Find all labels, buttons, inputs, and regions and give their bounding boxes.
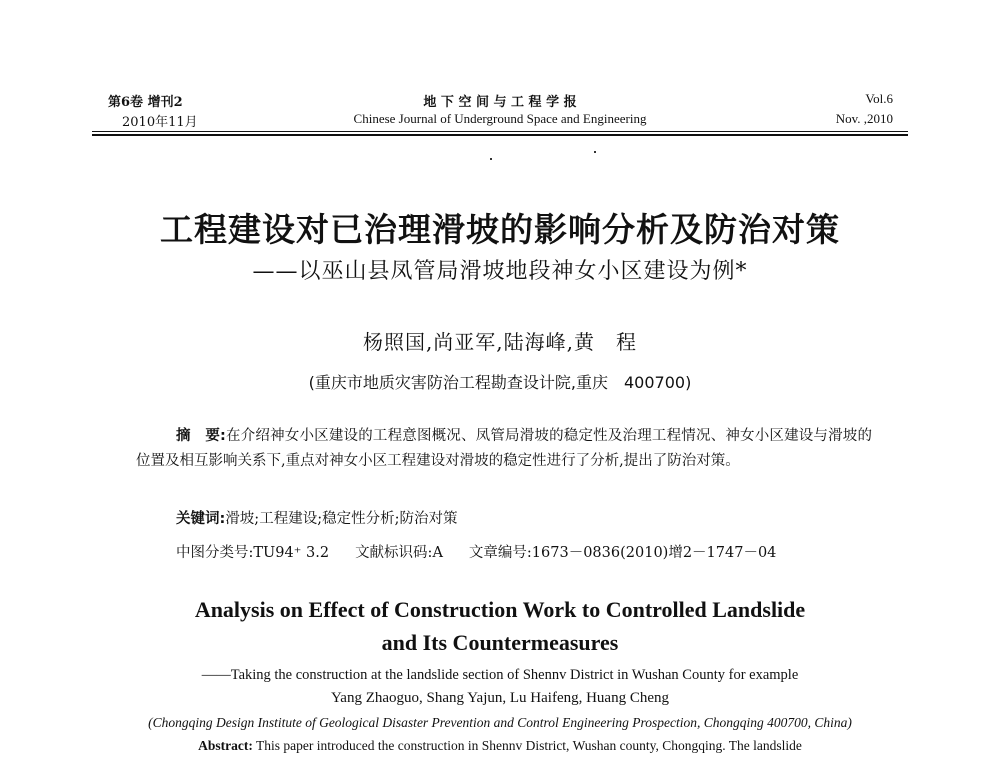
clc-number: 中图分类号:TU94⁺ 3.2	[176, 545, 330, 561]
keywords-cn-text: 滑坡;工程建设;稳定性分析;防治对策	[225, 511, 458, 527]
classification-line	[176, 541, 802, 562]
header-volume-cn: 第6卷 增刊2	[108, 95, 183, 110]
abstract-en-text: This paper introduced the construction in Shennv District, Wushan county, Chongqing. The landslide	[256, 738, 802, 753]
abstract-en-label: Abstract:	[198, 738, 253, 753]
authors-en: Yang Zhaoguo, Shang Yajun, Lu Haifeng, Huang Cheng	[330, 690, 670, 706]
affiliation-en: (Chongqing Design Institute of Geological Disaster Prevention and Control Engineering Prospection, Chongqing 400700, China)	[148, 715, 852, 730]
header-volume-en: Vol.6	[865, 91, 893, 106]
article-number: 文章编号:1673－0836(2010)增2－1747－04	[468, 545, 777, 561]
paper-subtitle-cn: ——以巫山县凤管局滑坡地段神女小区建设为例*	[252, 259, 748, 284]
document-code: 文献标识码:A	[355, 545, 443, 561]
affiliation-cn: (重庆市地质灾害防治工程勘查设计院,重庆 400700)	[308, 373, 692, 392]
header-journal-cn: 地 下 空 间 与 工 程 学 报	[423, 95, 577, 110]
keywords-cn-label: 关键词:	[176, 511, 226, 527]
header-date-en: Nov. ,2010	[835, 111, 893, 126]
paper-title-en-line1: Analysis on Effect of Construction Work to Controlled Landslide	[194, 597, 806, 622]
keywords-cn	[176, 507, 457, 528]
paper-title-en-line2: and Its Countermeasures	[381, 630, 619, 655]
abstract-en	[80, 738, 920, 754]
authors-cn: 杨照国,尚亚军,陆海峰,黄 程	[362, 330, 638, 354]
paper-title-cn: 工程建设对已治理滑坡的影响分析及防治对策	[160, 210, 840, 249]
abstract-cn-text: 在介绍神女小区建设的工程意图概况、凤管局滑坡的稳定性及治理工程情况、神女小区建设与滑坡的位置及相互影响关系下,重点对神女小区工程建设对滑坡的稳定性进行了分析,提出了防治对策。	[136, 428, 872, 469]
header-rule-thin	[92, 131, 908, 132]
scan-speck	[594, 151, 596, 153]
header-rule-thick	[92, 134, 908, 136]
header-journal-en: Chinese Journal of Underground Space and Engineering	[353, 111, 647, 126]
header-date-cn: 2010年11月	[122, 115, 198, 130]
abstract-cn-label: 摘 要:	[176, 428, 226, 444]
paper-subtitle-en: ——Taking the construction at the landslide section of Shennv District in Wushan County for example	[201, 667, 799, 683]
scan-speck	[490, 158, 492, 160]
abstract-cn	[136, 424, 872, 474]
